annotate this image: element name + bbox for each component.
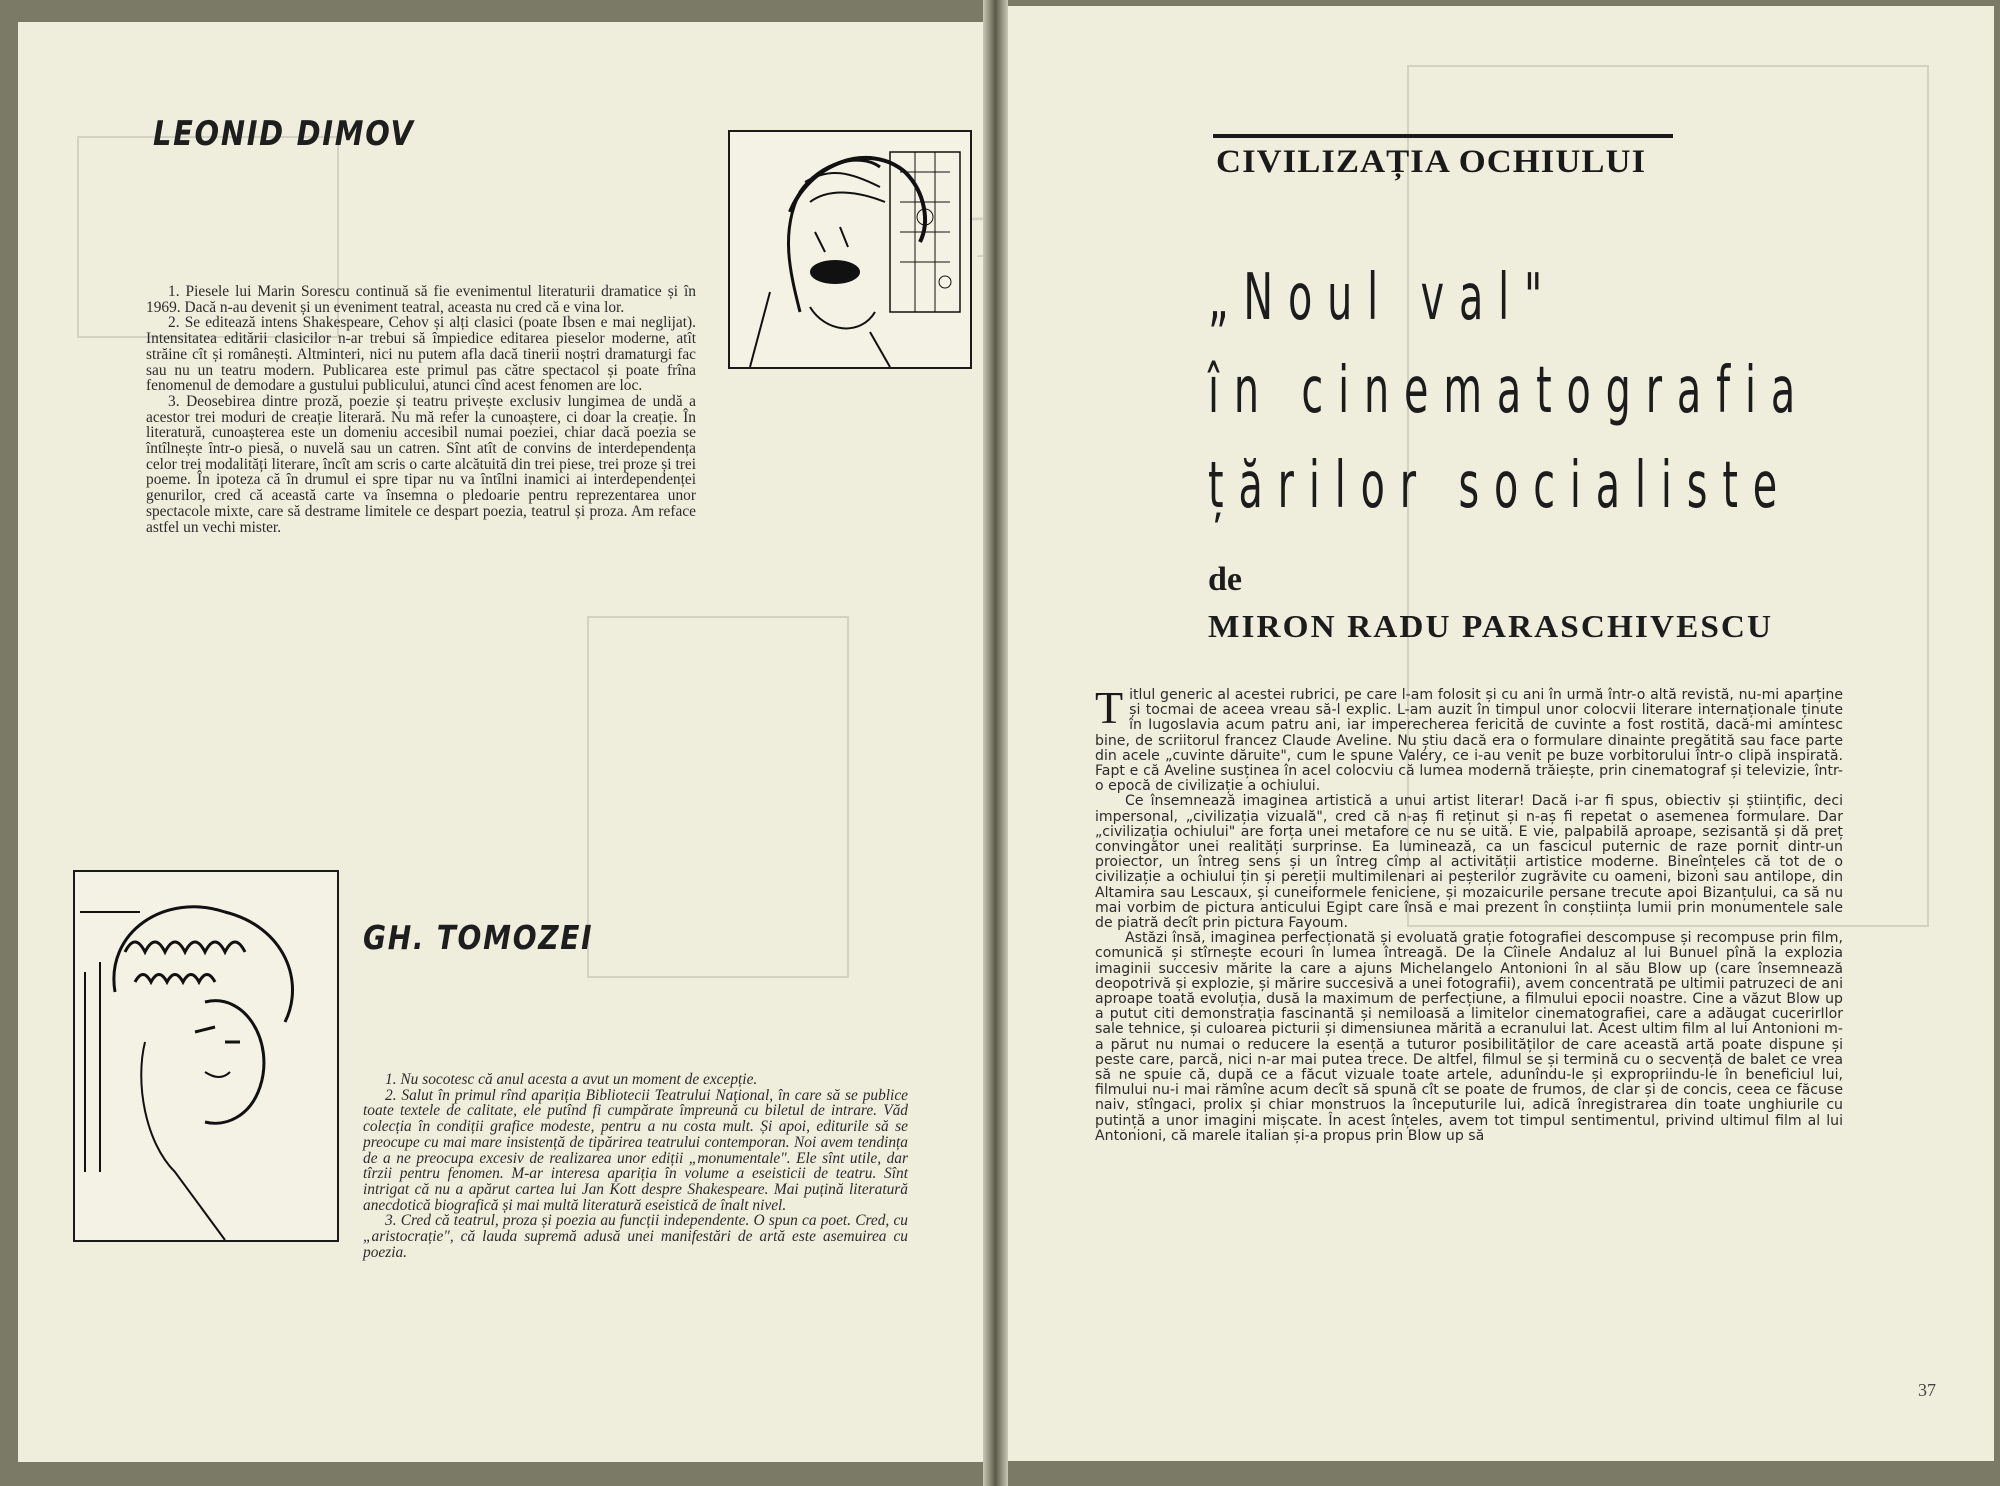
- tomozei-answers: [363, 1072, 908, 1260]
- article-title-line-2: în cinematografia: [1208, 354, 1811, 428]
- article-paragraph-1-text: itlul generic al acestei rubrici, pe care l-am folosit și cu ani în urmă într-o altă revistă, nu-mi aparține și tocmai de aceea vreau să-l explic. L-am auzit în timpul unor colocvii literare internaționale ținute în Iugoslavia acum patru ani, iar imperecherea fericită de cuvinte a fost rostită, dacă-mi amintesc bine, de scriitorul francez Claude Aveline. Nu știu dacă era o formulare dinainte pregătită sau face parte din acele „cuvinte dăruite", cum le spune Valéry, ce i-au venit pe buze vorbitorului într-o clipă inspirată. Fapt e că Aveline susținea în acel colocviu că lumea modernă trăiește, prin cinematograf și televizie, într-o epocă de civilizație a ochiului.: [1095, 687, 1843, 795]
- portrait-caricature-tomozei: [73, 870, 339, 1242]
- dimov-answers: [146, 284, 696, 535]
- book-gutter: [983, 0, 1008, 1486]
- article-paragraph-2: Ce însemnează imaginea artistică a unui artist literar! Dacă i-ar fi spus, obiectiv și științific, deci impersonal, „civilizația vizuală", cred că n-aș fi reținut și n-aș fi repetat o asemenea formulare. Dar „civilizația ochiului" are forța unei metafore ce nu se uită. E vie, palpabilă aproape, sezisantă și dă preț convingător unei realități surprinse. Ea luminează, ca un fascicul puternic de raze pornit dintr-un proiector, un întreg sens și un întreg cîmp al activității artistice moderne. Bineînțeles că tot de o civilizație a ochiului țin și pereții multimilenari ai peșterilor zugrăvite cu oameni, bizoni sau antilope, din Altamira sau Lescaux, și cuneiformele feniciene, și mozaicurile persane trecute apoi Bizanțului, ca să nu mai vorbim de pictura anticului Egipt care însă e mai prezent în conștiința lumii prin monumentele sale de piatră decît prin pictura Fayoum.: [1095, 793, 1843, 932]
- tomozei-answer-2: 2. Salut în primul rînd apariția Bibliotecii Teatrului Național, în care să se publice toate textele de calitate, ele putînd fi cumpărate împreună cu biletul de intrare. Văd colecția în condiții grafice modeste, pentru a nu costa mult. Și apoi, editurile să se preocupe cu mai mare insistență de tipărirea teatrului contemporan. Noi avem tendința de a ne preocupa excesiv de realizarea unor ediții „monumentale". Ele sînt utile, dar tîrzii pentru fenomen. M-ar interesa apariția în volume a eseisticii de teatru. Sînt intrigat că nu a apărut cartea lui Jan Kott despre Shakespeare. Mai puțină literatură anecdotică biografică și mai multă literatură eseistică de înalt nivel.: [363, 1086, 908, 1214]
- drop-cap: T: [1095, 682, 1124, 733]
- author-heading-dimov: LEONID DIMOV: [153, 114, 415, 154]
- article-title-line-1: „Noul val": [1208, 261, 1558, 335]
- dimov-answer-2: 2. Se editează intens Shakespeare, Cehov și alți clasici (poate Ibsen e mai neglijat). Intensitatea editării clasicilor n-ar trebui să împiedice editarea pieselor moderne, atît străine cît și românești. Altminteri, nici nu putem afla dacă tinerii noștri dramaturgi fac sau nu un teatru modern. Publicarea este primul pas către spectacol și poate frîna fenomenul de demodare a gustului publicului, atunci cînd acest fenomen are loc.: [146, 314, 696, 395]
- portrait-caricature-dimov: [728, 130, 972, 369]
- article-title-line-3: țărilor socialiste: [1208, 449, 1793, 523]
- dimov-answer-3: 3. Deosebirea dintre proză, poezie și teatru privește exclusiv lungimea de undă a acestor trei moduri de creație literară. Nu mă refer la cunoaștere, ci doar la creație. În literatură, cunoașterea este un domeniu accesibil numai poeziei, chiar dacă poezia se întîlnește într-o piesă, o nuvelă sau un catren. Sînt atît de convins de interdependența celor trei modalități literare, încît am scris o carte alcătuită din trei piese, trei proze și trei poeme. În ipoteza că în drumul ei spre tipar nu va întîlni inamici ai interdependenței genurilor, cred că această carte va însemna o pledoarie pentru reprezentarea unor spectacole mixte, care să destrame limitele ce despart poezia, teatrul și proza. Am reface astfel un vechi mister.: [146, 392, 696, 536]
- page-number: 37: [1918, 1380, 1936, 1400]
- article-paragraph-3: Astăzi însă, imaginea perfecționată și evoluată grație fotografiei descompuse și recompuse prin film, comunică și stîrnește ecouri în lumea întreagă. De la Cîinele Andaluz al lui Bunuel pînă la explozia imaginii succesiv mărite la care a ajuns Michelangelo Antonioni în al său Blow up (care însemnează deopotrivă și explozie, și mărire succesivă a unei fotografii), avem concentrată pe ultimii patruzeci de ani aproape toată evoluția, dusă la maximum de perfecțiune, a filmului epocii noastre. Cine a văzut Blow up a putut citi demonstrația fascinantă și nemiloasă a limitelor cinematografiei, care a adăugat cucerirIlor sale tehnice, și culoarea picturii și dimensiunea mărită a ecranului lat. Acest ultim film al lui Antonioni m-a părut nu numai o reducere la esență a tuturor posibilităților de care această artă poate dispune și peste care, parcă, nici n-ar mai putea trece. De altfel, filmul se și termină cu o secvență de balet ce vrea să ne spuie că, după ce a făcut vizuale toate artele, adunîndu-le și expropriindu-le în beneficiul lui, filmului nu-i mai rămîne acum decît să spună cît se poate de frumos, de clar și de concis, ceea ce făcuse naiv, stîngaci, prolix și chiar monstruos la începuturile lui, adică înregistrarea din toate unghiurile cu putință a unor imagini mișcate. În acest înțeles, avem tot timpul sentimentul, privind ultimul film al lui Antonioni, că marele italian și-a propus prin Blow up să: [1095, 930, 1843, 1144]
- tomozei-answer-3: 3. Cred că teatrul, proza și poezia au funcții independente. O spun ca poet. Cred, cu „aristocrație", că lauda supremă adusă unei manifestări de artă este asemuirea cu poezia.: [363, 1212, 908, 1261]
- byline-de: de: [1208, 561, 1242, 598]
- author-heading-tomozei: GH. TOMOZEI: [363, 918, 594, 957]
- caricature-drawing: [730, 132, 970, 367]
- left-page: [18, 22, 983, 1462]
- dimov-answer-1: 1. Piesele lui Marin Sorescu continuă să fie evenimentul literaturii dramatice și în 1969. Dacă n-au devenit și un eveniment teatral, aceasta nu cred că e vina lor.: [146, 283, 696, 316]
- rubric-rule: [1213, 134, 1673, 138]
- tomozei-answer-1: 1. Nu socotesc că anul acesta a avut un moment de excepție.: [385, 1071, 758, 1088]
- rubric-title: CIVILIZAȚIA OCHIULUI: [1216, 144, 1647, 180]
- byline-author: MIRON RADU PARASCHIVESCU: [1208, 608, 1774, 644]
- caricature-drawing: [75, 872, 337, 1240]
- article-body: [1095, 682, 1843, 1144]
- article-paragraph-1: [1095, 682, 1843, 795]
